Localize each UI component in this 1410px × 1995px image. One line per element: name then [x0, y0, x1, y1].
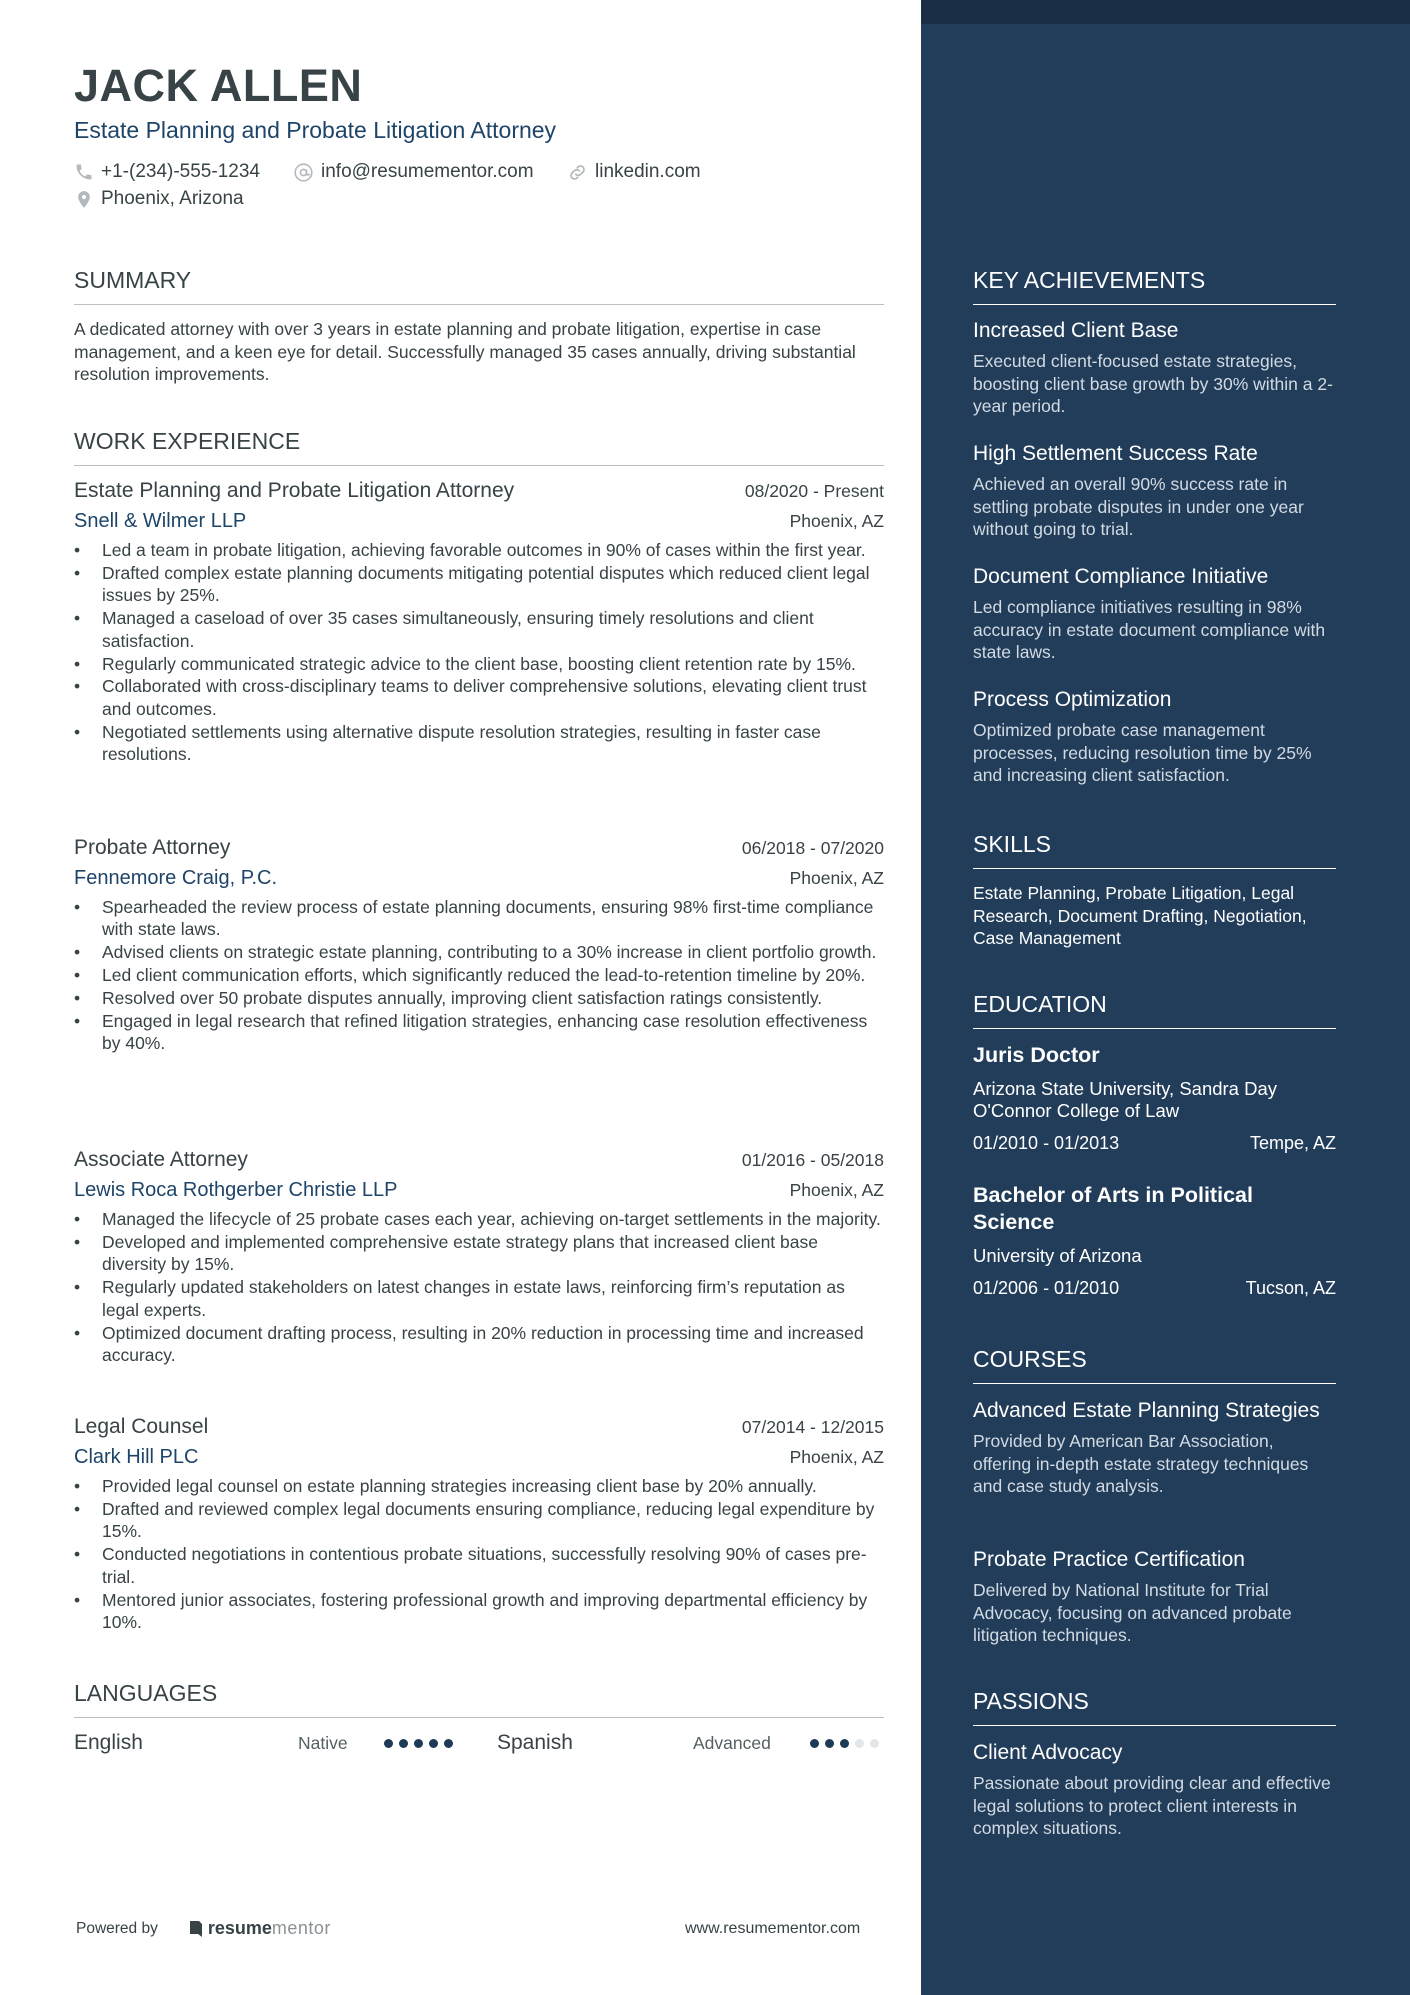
- school-name: University of Arizona: [973, 1245, 1142, 1266]
- bullet-item: • Spearheaded the review process of estate planning documents, ensuring 98% first-time compliance with state laws.: [74, 896, 884, 941]
- course-title: Advanced Estate Planning Strategies: [973, 1399, 1320, 1422]
- powered-by-label: Powered by: [76, 1919, 158, 1937]
- location-text: Phoenix, Arizona: [101, 188, 244, 209]
- job-title: Legal Counsel: [74, 1415, 209, 1438]
- bullet-item: • Drafted complex estate planning documents mitigating potential disputes which reduced client legal issues by 25%.: [74, 562, 884, 607]
- achievement-item: [973, 686, 1336, 787]
- bullet-item: • Regularly communicated strategic advice to the client base, boosting client retention rate by 15%.: [74, 653, 884, 675]
- proficiency-dot: [840, 1739, 849, 1748]
- languages-heading: LANGUAGES: [74, 1680, 884, 1718]
- summary-heading: SUMMARY: [74, 267, 884, 305]
- bullet-item: • Led a team in probate litigation, achieving favorable outcomes in 90% of cases within the first year.: [74, 539, 884, 561]
- achievement-desc: Achieved an overall 90% success rate in settling probate disputes in under one year without going to trial.: [973, 474, 1304, 539]
- sidebar: [921, 0, 1410, 1995]
- achievement-item: [973, 317, 1336, 418]
- job-entry: [74, 1415, 884, 1634]
- proficiency-dots: [384, 1739, 453, 1748]
- education-location: Tempe, AZ: [1249, 1133, 1336, 1153]
- achievement-desc: Led compliance initiatives resulting in 98% accuracy in estate document compliance with state laws.: [973, 597, 1326, 662]
- passion-title: Client Advocacy: [973, 1741, 1123, 1764]
- company-name: Clark Hill PLC: [74, 1446, 199, 1468]
- brand-mentor: mentor: [271, 1918, 331, 1938]
- job-title: Estate Planning and Probate Litigation Attorney: [74, 479, 515, 502]
- linkedin-text[interactable]: linkedin.com: [595, 161, 701, 182]
- link-icon: [567, 162, 588, 183]
- course-item: [973, 1397, 1336, 1498]
- job-entry: [74, 836, 884, 1055]
- course-desc: Provided by American Bar Association, offering in-depth estate strategy techniques and case study analysis.: [973, 1431, 1309, 1496]
- job-dates: 01/2016 - 05/2018: [741, 1150, 884, 1170]
- degree-title: Juris Doctor: [973, 1043, 1100, 1067]
- language-name: English: [74, 1731, 143, 1754]
- language-level: Native: [298, 1732, 348, 1753]
- achievement-title: Document Compliance Initiative: [973, 565, 1269, 588]
- job-dates: 08/2020 - Present: [744, 481, 884, 501]
- bullet-item: • Optimized document drafting process, resulting in 20% reduction in processing time and increased accuracy.: [74, 1322, 884, 1367]
- achievement-desc: Executed client-focused estate strategies, boosting client base growth by 30% within a 2-year period.: [973, 351, 1333, 416]
- achievements-heading: KEY ACHIEVEMENTS: [973, 267, 1336, 305]
- bullet-item: • Engaged in legal research that refined litigation strategies, enhancing case resolution effectiveness by 40%.: [74, 1010, 884, 1055]
- brand-resume: resume: [207, 1918, 272, 1938]
- passion-item: [973, 1739, 1336, 1840]
- email-contact: [293, 161, 534, 183]
- proficiency-dot: [399, 1739, 408, 1748]
- courses-heading: COURSES: [973, 1346, 1336, 1384]
- proficiency-dot-empty: [855, 1739, 864, 1748]
- job-location: Phoenix, AZ: [789, 1447, 884, 1467]
- achievement-title: High Settlement Success Rate: [973, 442, 1258, 465]
- sidebar-top-band: [921, 0, 1410, 24]
- course-desc: Delivered by National Institute for Trial Advocacy, focusing on advanced probate litigation techniques.: [973, 1580, 1292, 1645]
- course-item: [973, 1546, 1336, 1647]
- passion-desc: Passionate about providing clear and effective legal solutions to protect client interests in complex situations.: [973, 1773, 1331, 1838]
- proficiency-dot: [429, 1739, 438, 1748]
- course-title: Probate Practice Certification: [973, 1548, 1245, 1571]
- job-location: Phoenix, AZ: [789, 868, 884, 888]
- phone-contact: [74, 161, 260, 183]
- website-link[interactable]: www.resumementor.com: [685, 1920, 861, 1937]
- job-location: Phoenix, AZ: [789, 1180, 884, 1200]
- summary-text: A dedicated attorney with over 3 years in estate planning and probate litigation, expertise in case management, and a keen eye for detail. Successfully managed 35 cases annually, driving substantial resolution improvements.: [74, 319, 856, 384]
- proficiency-dots: [810, 1739, 879, 1748]
- proficiency-dot: [414, 1739, 423, 1748]
- bullet-item: • Drafted and reviewed complex legal documents ensuring compliance, reducing legal expenditure by 15%.: [74, 1498, 884, 1543]
- phone-icon: [74, 162, 94, 182]
- resumementor-logo-icon: [188, 1919, 204, 1939]
- company-name: Lewis Roca Rothgerber Christie LLP: [74, 1179, 398, 1201]
- job-entry: [74, 479, 884, 766]
- bullet-item: • Mentored junior associates, fostering professional growth and improving departmental efficiency by 10%.: [74, 1589, 884, 1634]
- language-english: [74, 1731, 457, 1755]
- bullet-item: • Collaborated with cross-disciplinary teams to deliver comprehensive solutions, elevating client trust and outcomes.: [74, 675, 884, 720]
- education-dates: 01/2006 - 01/2010: [973, 1278, 1120, 1298]
- location-contact: [74, 188, 244, 210]
- proficiency-dot: [825, 1739, 834, 1748]
- powered-by: [76, 1918, 331, 1939]
- proficiency-dot: [810, 1739, 819, 1748]
- achievement-desc: Optimized probate case management processes, reducing resolution time by 25% and increasing client satisfaction.: [973, 720, 1312, 785]
- candidate-title: Estate Planning and Probate Litigation Attorney: [74, 117, 557, 143]
- job-dates: 06/2018 - 07/2020: [741, 838, 884, 858]
- skills-text: Estate Planning, Probate Litigation, Legal Research, Document Drafting, Negotiation, Case Management: [973, 883, 1307, 948]
- achievement-item: [973, 563, 1336, 664]
- job-title: Probate Attorney: [74, 836, 231, 859]
- language-level: Advanced: [693, 1732, 771, 1753]
- education-location: Tucson, AZ: [1245, 1278, 1336, 1298]
- bullet-item: • Managed a caseload of over 35 cases simultaneously, ensuring timely resolutions and client satisfaction.: [74, 607, 884, 652]
- proficiency-dot-empty: [870, 1739, 879, 1748]
- job-bullets: [74, 896, 884, 1055]
- bullet-item: • Advised clients on strategic estate planning, contributing to a 30% increase in client portfolio growth.: [74, 941, 884, 963]
- job-dates: 07/2014 - 12/2015: [741, 1417, 884, 1437]
- skills-heading: SKILLS: [973, 831, 1336, 869]
- job-entry: [74, 1148, 884, 1367]
- email-text[interactable]: info@resumementor.com: [321, 161, 534, 182]
- work-experience-heading: WORK EXPERIENCE: [74, 428, 884, 466]
- language-spanish: [497, 1731, 884, 1755]
- school-name: Arizona State University, Sandra Day O'Connor College of Law: [973, 1078, 1278, 1121]
- bullet-item: • Negotiated settlements using alternative dispute resolution strategies, resulting in faster case resolutions.: [74, 721, 884, 766]
- job-location: Phoenix, AZ: [789, 511, 884, 531]
- education-item: [973, 1182, 1336, 1299]
- location-pin-icon: [74, 189, 94, 210]
- job-bullets: [74, 1208, 884, 1366]
- achievement-title: Process Optimization: [973, 688, 1172, 711]
- linkedin-contact: [567, 161, 701, 183]
- bullet-item: • Regularly updated stakeholders on latest changes in estate laws, reinforcing firm’s reputation as legal experts.: [74, 1276, 884, 1321]
- proficiency-dot: [444, 1739, 453, 1748]
- education-item: [973, 1042, 1336, 1154]
- bullet-item: • Resolved over 50 probate disputes annually, improving client satisfaction ratings consistently.: [74, 987, 884, 1009]
- bullet-item: • Managed the lifecycle of 25 probate cases each year, achieving on-target settlements in the majority.: [74, 1208, 884, 1230]
- job-title: Associate Attorney: [74, 1148, 248, 1171]
- job-bullets: [74, 1475, 884, 1633]
- degree-title: Bachelor of Arts in Political Science: [973, 1183, 1253, 1234]
- company-name: Snell & Wilmer LLP: [74, 510, 247, 532]
- achievement-title: Increased Client Base: [973, 319, 1179, 342]
- company-name: Fennemore Craig, P.C.: [74, 867, 278, 889]
- passions-heading: PASSIONS: [973, 1688, 1336, 1726]
- achievement-item: [973, 440, 1336, 541]
- at-icon: [293, 162, 314, 183]
- phone-text[interactable]: +1-(234)-555-1234: [101, 161, 260, 182]
- language-name: Spanish: [497, 1731, 573, 1754]
- bullet-item: • Developed and implemented comprehensive estate strategy plans that increased client base diversity by 15%.: [74, 1231, 884, 1276]
- education-heading: EDUCATION: [973, 991, 1336, 1029]
- candidate-name: JACK ALLEN: [74, 60, 363, 111]
- bullet-item: • Provided legal counsel on estate planning strategies increasing client base by 20% annually.: [74, 1475, 884, 1497]
- bullet-item: • Conducted negotiations in contentious probate situations, successfully resolving 90% of cases pre-trial.: [74, 1543, 884, 1588]
- bullet-item: • Led client communication efforts, which significantly reduced the lead-to-retention timeline by 20%.: [74, 964, 884, 986]
- proficiency-dot: [384, 1739, 393, 1748]
- education-dates: 01/2010 - 01/2013: [973, 1133, 1120, 1153]
- job-bullets: [74, 539, 884, 766]
